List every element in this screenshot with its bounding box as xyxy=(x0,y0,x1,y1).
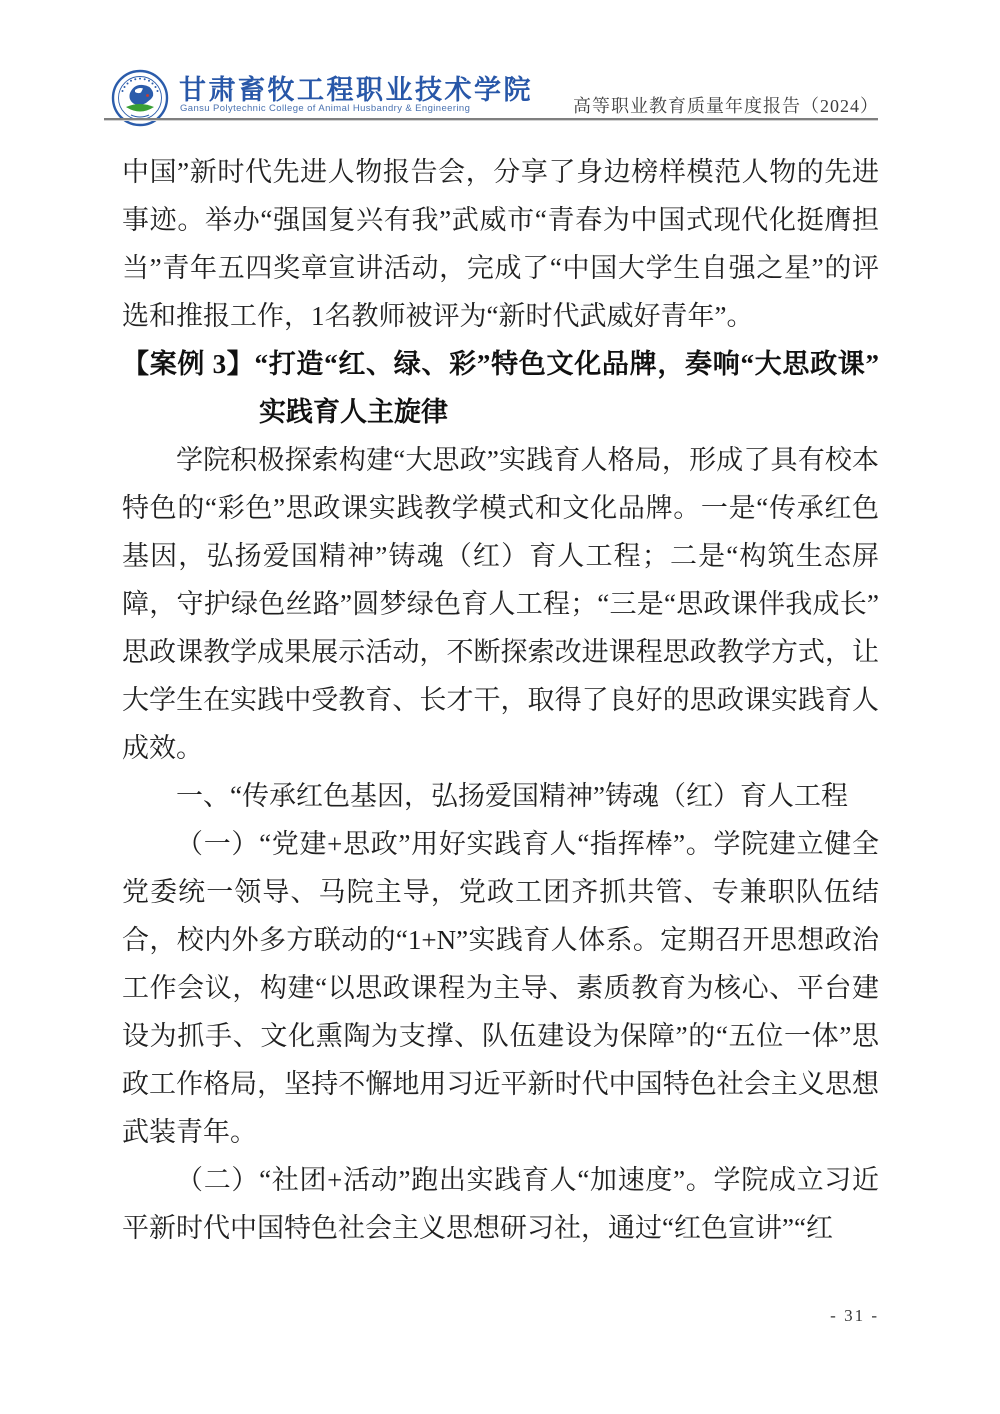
page-number: - 31 - xyxy=(830,1306,879,1325)
paragraph-item-2: （二）“社团+活动”跑出实践育人“加速度”。学院成立习近平新时代中国特色社会主义思想研习社，通过“红色宣讲”“红 xyxy=(122,1165,879,1243)
college-name-english: Gansu Polytechnic College of Animal Husbandry & Engineering xyxy=(180,103,471,114)
paragraph-item-1: （一）“党建+思政”用好实践育人“指挥棒”。学院建立健全党委统一领导、马院主导，党政工团齐抓共管、专兼职队伍结合，校内外多方联动的“1+N”实践育人体系。定期召开思想政治工作会议，构建“以思政课程为主导、素质教育为核心、平台建设为抓手、文化熏陶为支撑、队伍建设为保障”的“五位一体”思政工作格局，坚持不懈地用习近平新时代中国特色社会主义思想武装青年。 xyxy=(122,829,879,1147)
report-title: 高等职业教育质量年度报告（2024） xyxy=(573,96,879,116)
college-name: 甘肃畜牧工程职业技术学院 xyxy=(179,75,533,106)
document-body xyxy=(122,148,879,1252)
header-divider xyxy=(104,118,878,121)
paragraph-continuation: 中国”新时代先进人物报告会，分享了身边榜样模范人物的先进事迹。举办“强国复兴有我”武威市“青春为中国式现代化挺膺担当”青年五四奖章宣讲活动，完成了“中国大学生自强之星”的评选和推报工作，1名教师被评为“新时代武威好青年”。 xyxy=(122,157,879,331)
case-heading: 【案例 3】“打造“红、绿、彩”特色文化品牌，奏响“大思政课”实践育人主旋律 xyxy=(122,349,879,427)
paragraph-intro: 学院积极探索构建“大思政”实践育人格局，形成了具有校本特色的“彩色”思政课实践教学模式和文化品牌。一是“传承红色基因，弘扬爱国精神”铸魂（红）育人工程；二是“构筑生态屏障，守护绿色丝路”圆梦绿色育人工程；“三是“思政课伴我成长”思政课教学成果展示活动，不断探索改进课程思政教学方式，让大学生在实践中受教育、长才干，取得了良好的思政课实践育人成效。 xyxy=(122,445,879,763)
section-subheading: 一、“传承红色基因，弘扬爱国精神”铸魂（红）育人工程 xyxy=(176,781,848,811)
page-footer xyxy=(122,1306,879,1326)
